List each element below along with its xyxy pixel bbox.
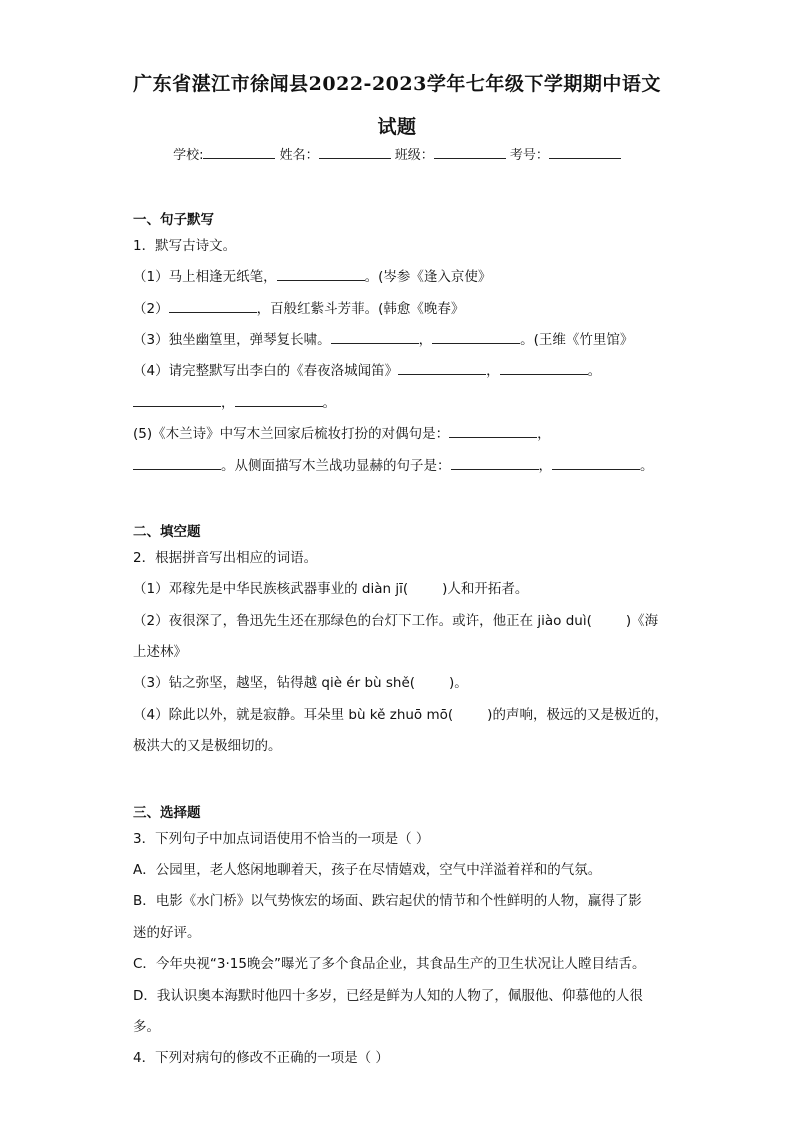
q3-option-d-cont: 多。 [133, 1019, 160, 1035]
q3-option-a[interactable]: A．公园里，老人悠闲地聊着天，孩子在尽情嬉戏，空气中洋溢着祥和的气氛。 [133, 862, 602, 878]
school-blank[interactable] [203, 146, 275, 159]
question3-stem: 3．下列句子中加点词语使用不恰当的一项是（ ） [133, 831, 430, 847]
q1-item4-text-b: ， [486, 363, 500, 379]
q1-item5-cont-text-b: ， [538, 458, 552, 474]
q1-item2-text-a: （2） [133, 301, 169, 317]
q2-item2 [133, 609, 673, 629]
answer-blank[interactable] [277, 268, 365, 281]
name-label: 姓名： [279, 148, 319, 163]
q2-item4 [133, 703, 673, 723]
school-label: 学校: [173, 148, 204, 163]
section2-heading: 二、填空题 [133, 524, 201, 540]
answer-blank[interactable] [451, 457, 539, 470]
answer-blank[interactable] [331, 331, 419, 344]
q1-item3-text-a: （3）独坐幽篁里，弹琴复长啸。 [133, 332, 331, 348]
name-blank[interactable] [319, 146, 391, 159]
q1-item4-cont-text-a: ， [221, 395, 235, 411]
q2-item3-text-b: )。 [449, 675, 468, 691]
answer-blank[interactable] [500, 362, 588, 375]
answer-blank[interactable] [169, 300, 257, 313]
q3-option-b-cont: 迷的好评。 [133, 925, 201, 941]
exam-number-blank[interactable] [549, 146, 621, 159]
section1-heading: 一、句子默写 [133, 212, 214, 228]
exam-number-label: 考号： [509, 148, 549, 163]
q2-item2-cont: 上述林》 [133, 644, 187, 660]
q1-item5-text-b: ， [537, 426, 551, 442]
q1-item2-text-b: ，百般红紫斗芳菲。(韩愈《晚春》 [256, 301, 465, 317]
q1-item3-text-b: ， [418, 332, 433, 348]
answer-blank[interactable] [449, 425, 537, 438]
question4-stem: 4．下列对病句的修改不正确的一项是（ ） [133, 1050, 389, 1066]
q2-item2-text-b: )《海 [625, 613, 659, 629]
q1-item1 [133, 265, 673, 285]
q1-item3 [133, 328, 673, 348]
q2-item4-cont: 极洪大的又是极细切的。 [133, 738, 282, 754]
q2-item4-text-b: )的声响，极远的又是极近的， [487, 707, 668, 723]
q1-item4-cont-text-b: 。 [322, 395, 336, 411]
q1-item5 [133, 422, 673, 442]
q1-item5-text-a: (5)《木兰诗》中写木兰回家后梳妆打扮的对偶句是： [133, 426, 450, 442]
q1-item4-text-c: 。 [587, 363, 602, 379]
q3-option-d[interactable]: D．我认识奥本海默时他四十多岁，已经是鲜为人知的人物了，佩服他、仰慕他的人很 [133, 988, 643, 1004]
section3-heading: 三、选择题 [133, 805, 201, 821]
class-blank[interactable] [434, 146, 506, 159]
q2-item1-text-b: )人和开拓者。 [442, 581, 529, 597]
q1-item1-text-b: 。(岑参《逢入京使》 [364, 269, 492, 285]
answer-blank[interactable] [432, 331, 520, 344]
q1-item5-cont-text-c: 。 [640, 458, 654, 474]
q2-item1 [133, 577, 673, 597]
q2-item2-text-a: （2）夜很深了，鲁迅先生还在那绿色的台灯下工作。或许，他正在 jiào duì( [133, 613, 592, 629]
q2-item4-text-a: （4）除此以外，就是寂静。耳朵里 bù kě zhuō mō( [133, 707, 454, 723]
q1-item3-text-c: 。(王维《竹里馆》 [520, 332, 634, 348]
question2-stem: 2．根据拼音写出相应的词语。 [133, 550, 318, 566]
q1-item2 [133, 297, 673, 317]
q1-item4-cont [133, 391, 673, 411]
answer-blank[interactable] [552, 457, 640, 470]
answer-blank[interactable] [398, 362, 486, 375]
q2-item1-text-a: （1）邓稼先是中华民族核武器事业的 diàn jī( [133, 581, 409, 597]
q3-option-b[interactable]: B．电影《水门桥》以气势恢宏的场面、跌宕起伏的情节和个性鲜明的人物，赢得了影 [133, 893, 642, 909]
answer-blank[interactable] [133, 394, 221, 407]
q3-option-c[interactable]: C．今年央视“3·15晚会”曝光了多个食品企业，其食品生产的卫生状况让人瞠目结舌。 [133, 956, 646, 972]
q2-item3-text-a: （3）钻之弥坚，越坚，钻得越 qiè ér bù shě( [133, 675, 416, 691]
q1-item4 [133, 359, 673, 379]
question1-stem: 1．默写古诗文。 [133, 238, 237, 254]
q1-item1-text-a: （1）马上相逢无纸笔， [133, 269, 277, 285]
q2-item3 [133, 671, 673, 691]
student-info-fields [0, 144, 794, 163]
q1-item5-cont-text-a: 。从侧面描写木兰战功显赫的句子是： [221, 458, 451, 474]
answer-blank[interactable] [133, 457, 221, 470]
exam-title-line2: 试题 [377, 116, 417, 138]
q1-item4-text-a: （4）请完整默写出李白的《春夜洛城闻笛》 [133, 363, 399, 379]
class-label: 班级： [394, 148, 434, 163]
q1-item5-cont [133, 454, 673, 474]
answer-blank[interactable] [235, 394, 323, 407]
exam-title-line1: 广东省湛江市徐闻县2022-2023学年七年级下学期期中语文 [133, 73, 661, 95]
